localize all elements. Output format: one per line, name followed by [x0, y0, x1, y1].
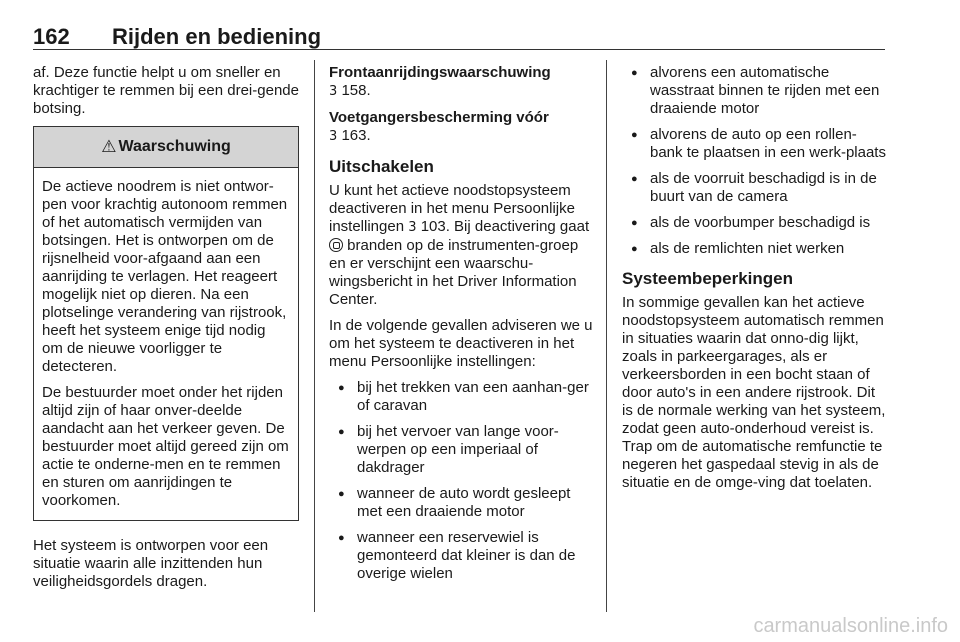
text-run: 103. Bij deactivering gaat — [420, 218, 590, 235]
page-reference-symbol: 3 — [329, 129, 338, 144]
text-run: branden op de instrumenten-groep en er verschijnt een waarschu-wingsbericht in het Driver Information Center. — [329, 237, 579, 308]
deactivate-paragraph — [329, 182, 593, 309]
header-rule — [33, 49, 885, 50]
list-item: ● bij het vervoer van lange voor-werpen op een imperiaal of dakdrager — [329, 423, 593, 477]
list-item: ● als de remlichten niet werken — [622, 240, 887, 258]
list-item: ● als de voorruit beschadigd is in de buurt van de camera — [622, 170, 887, 206]
list-item: ● alvorens een automatische wasstraat binnen te rijden met een draaiende motor — [622, 64, 887, 118]
seatbelt-paragraph: Het systeem is ontworpen voor een situatie waarin alle inzittenden hun veiligheidsgordels dragen. — [33, 537, 269, 590]
warning-triangle-icon: ⚠ — [101, 137, 117, 156]
collision-warning-icon — [329, 238, 343, 252]
page-number: 162 — [33, 24, 70, 49]
warning-box — [33, 126, 299, 521]
reference-title: Voetgangersbescherming vóór — [329, 109, 549, 126]
list-item: ● bij het trekken van een aanhan-ger of caravan — [329, 379, 593, 415]
reference-page: 158. — [341, 82, 371, 99]
section-title: Rijden en bediening — [112, 24, 322, 49]
list-item: ● wanneer de auto wordt gesleept met een draaiende motor — [329, 485, 593, 521]
reference-title: Frontaanrijdingswaarschuwing — [329, 64, 551, 81]
limitations-paragraph: In sommige gevallen kan het actieve noodstopsysteem automatisch remmen in situaties waarin dat onno-dig lijkt, zoals in parkeergarages, als er verkeersborden in een bocht staan of door auto's in een andere rijstrook. Dit is de normale werking van het systeem, zodat geen auto-onderhoud vereist is. Trap om de automatische remfunctie te negeren het gaspedaal stevig in als de situatie en de omge-ving dat toelaten. — [622, 294, 886, 491]
page-reference-symbol: 3 — [329, 84, 338, 99]
bullet-list — [329, 379, 593, 583]
intro-paragraph: af. Deze functie helpt u om sneller en krachtiger te remmen bij een drei-gende botsing. — [33, 64, 299, 117]
page-reference-symbol: 3 — [408, 220, 417, 235]
section-heading: Systeembeperkingen — [622, 269, 794, 288]
page-header — [33, 24, 885, 52]
column-divider — [606, 60, 607, 612]
text-run: U kunt het actieve noodstopsysteem deactiveren in het menu Persoonlijke instellingen — [329, 182, 575, 235]
column-left — [33, 64, 299, 599]
warning-paragraph: De bestuurder moet onder het rijden altijd zijn of haar onver-deelde aandacht aan het verkeer geven. De bestuurder moet altijd gereed zijn om actie te onderne-men en te remmen en sturen om aanrijdingen te voorkomen. — [42, 384, 289, 509]
list-item: ● alvorens de auto op een rollen-bank te plaatsen in een werk-plaats — [622, 126, 887, 162]
bullet-list — [622, 64, 887, 258]
reference-page: 163. — [341, 127, 371, 144]
advice-paragraph: In de volgende gevallen adviseren we u om het systeem te deactiveren in het menu Persoonlijke instellingen: — [329, 317, 593, 370]
warning-title: Waarschuwing — [118, 138, 231, 155]
warning-header — [34, 127, 298, 168]
column-divider — [314, 60, 315, 612]
warning-body — [34, 168, 298, 520]
column-right — [622, 64, 887, 500]
column-middle — [329, 64, 593, 591]
list-item: ● als de voorbumper beschadigd is — [622, 214, 887, 232]
cross-reference — [329, 64, 593, 101]
section-heading: Uitschakelen — [329, 157, 434, 176]
warning-paragraph: De actieve noodrem is niet ontwor-pen voor krachtig autonoom remmen of het automatisch vermijden van botsingen. Het is ontworpen om de rijsnelheid voor-afgaand aan een aanrijding te verlagen. Het reageert mogelijk niet op dieren. Na een plotselinge verandering van rijstrook, heeft het systeem enige tijd nodig om de nieuwe voorligger te detecteren. — [42, 178, 288, 375]
watermark: carmanualsonline.info — [753, 615, 948, 637]
list-item: ● wanneer een reservewiel is gemonteerd dat kleiner is dan de overige wielen — [329, 529, 593, 583]
cross-reference — [329, 109, 593, 146]
